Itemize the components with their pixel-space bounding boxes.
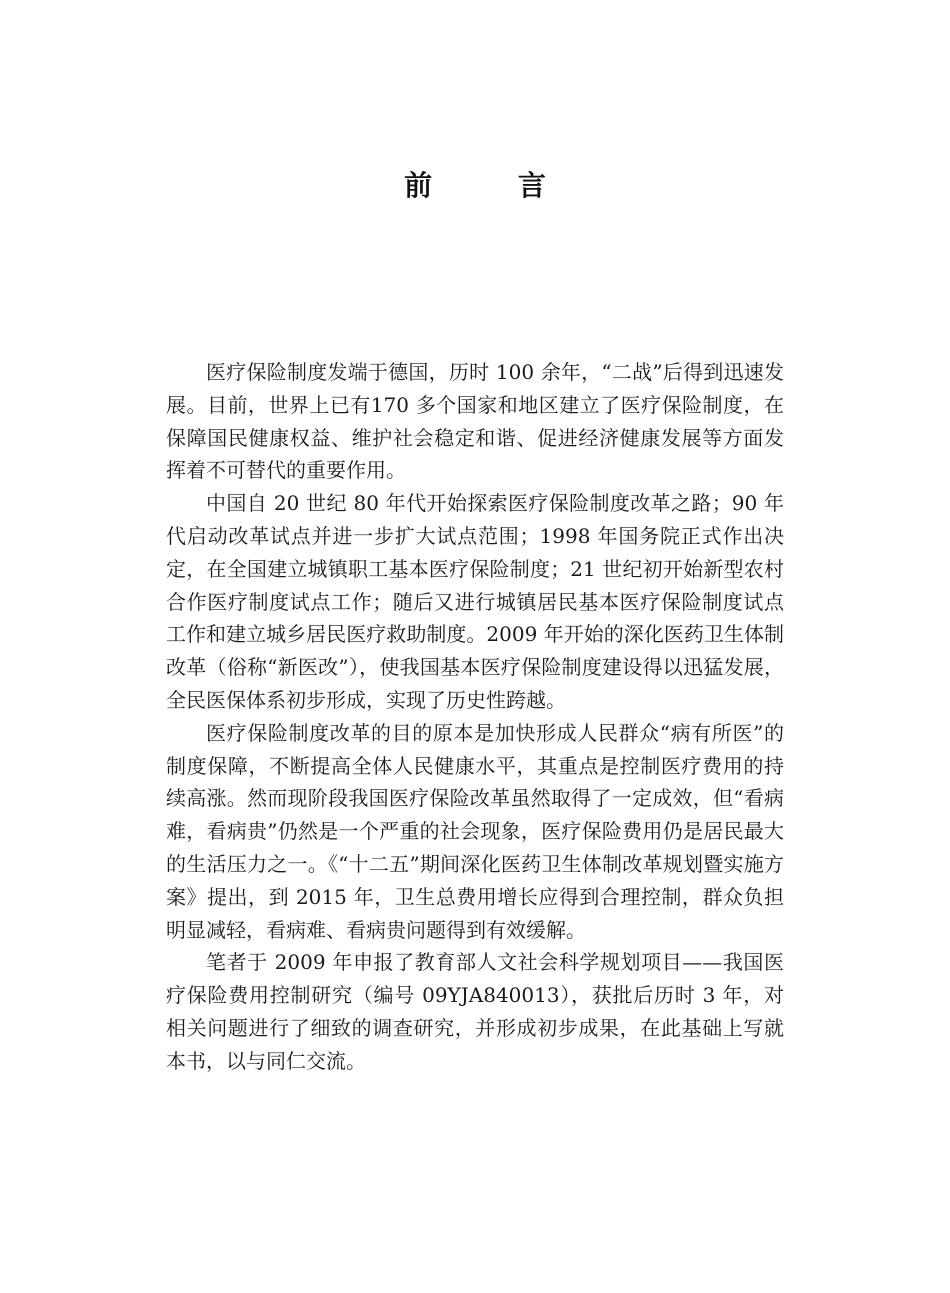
page-title: 前 言: [404, 169, 584, 202]
paragraph-1: 医疗保险制度发端于德国，历时 100 余年，“二战”后得到迅速发展。目前，世界上已有170 多个国家和地区建立了医疗保险制度，在保障国民健康权益、维护社会稳定和谐、促进经济健康发展等方面发挥着不可替代的重要作用。: [166, 360, 784, 483]
paragraph-3: 医疗保险制度改革的目的原本是加快形成人民群众“病有所医”的制度保障，不断提高全体人民健康水平，其重点是控制医疗费用的持续高涨。然而现阶段我国医疗保险改革虽然取得了一定成效，但“看病难，看病贵”仍然是一个严重的社会现象，医疗保险费用仍是居民最大的生活压力之一。《“十二五”期间深化医药卫生体制改革规划暨实施方案》提出，到 2015 年，卫生总费用增长应得到合理控制，群众负担明显减轻，看病难、看病贵问题得到有效缓解。: [166, 720, 784, 942]
preface-body: [166, 356, 784, 1078]
paragraph-4: 笔者于 2009 年申报了教育部人文社会科学规划项目——我国医疗保险费用控制研究（编号 09YJA840013），获批后历时 3 年，对相关问题进行了细致的调查研究，并形成初步成果，在此基础上写就本书，以与同仁交流。: [166, 950, 784, 1073]
paragraph-2: 中国自 20 世纪 80 年代开始探索医疗保险制度改革之路；90 年代启动改革试点并进一步扩大试点范围；1998 年国务院正式作出决定，在全国建立城镇职工基本医疗保险制度；21 世纪初开始新型农村合作医疗制度试点工作；随后又进行城镇居民基本医疗保险制度试点工作和建立城乡居民医疗救助制度。2009 年开始的深化医药卫生体制改革（俗称“新医改”），使我国基本医疗保险制度建设得以迅猛发展，全民医保体系初步形成，实现了历史性跨越。: [166, 491, 784, 712]
